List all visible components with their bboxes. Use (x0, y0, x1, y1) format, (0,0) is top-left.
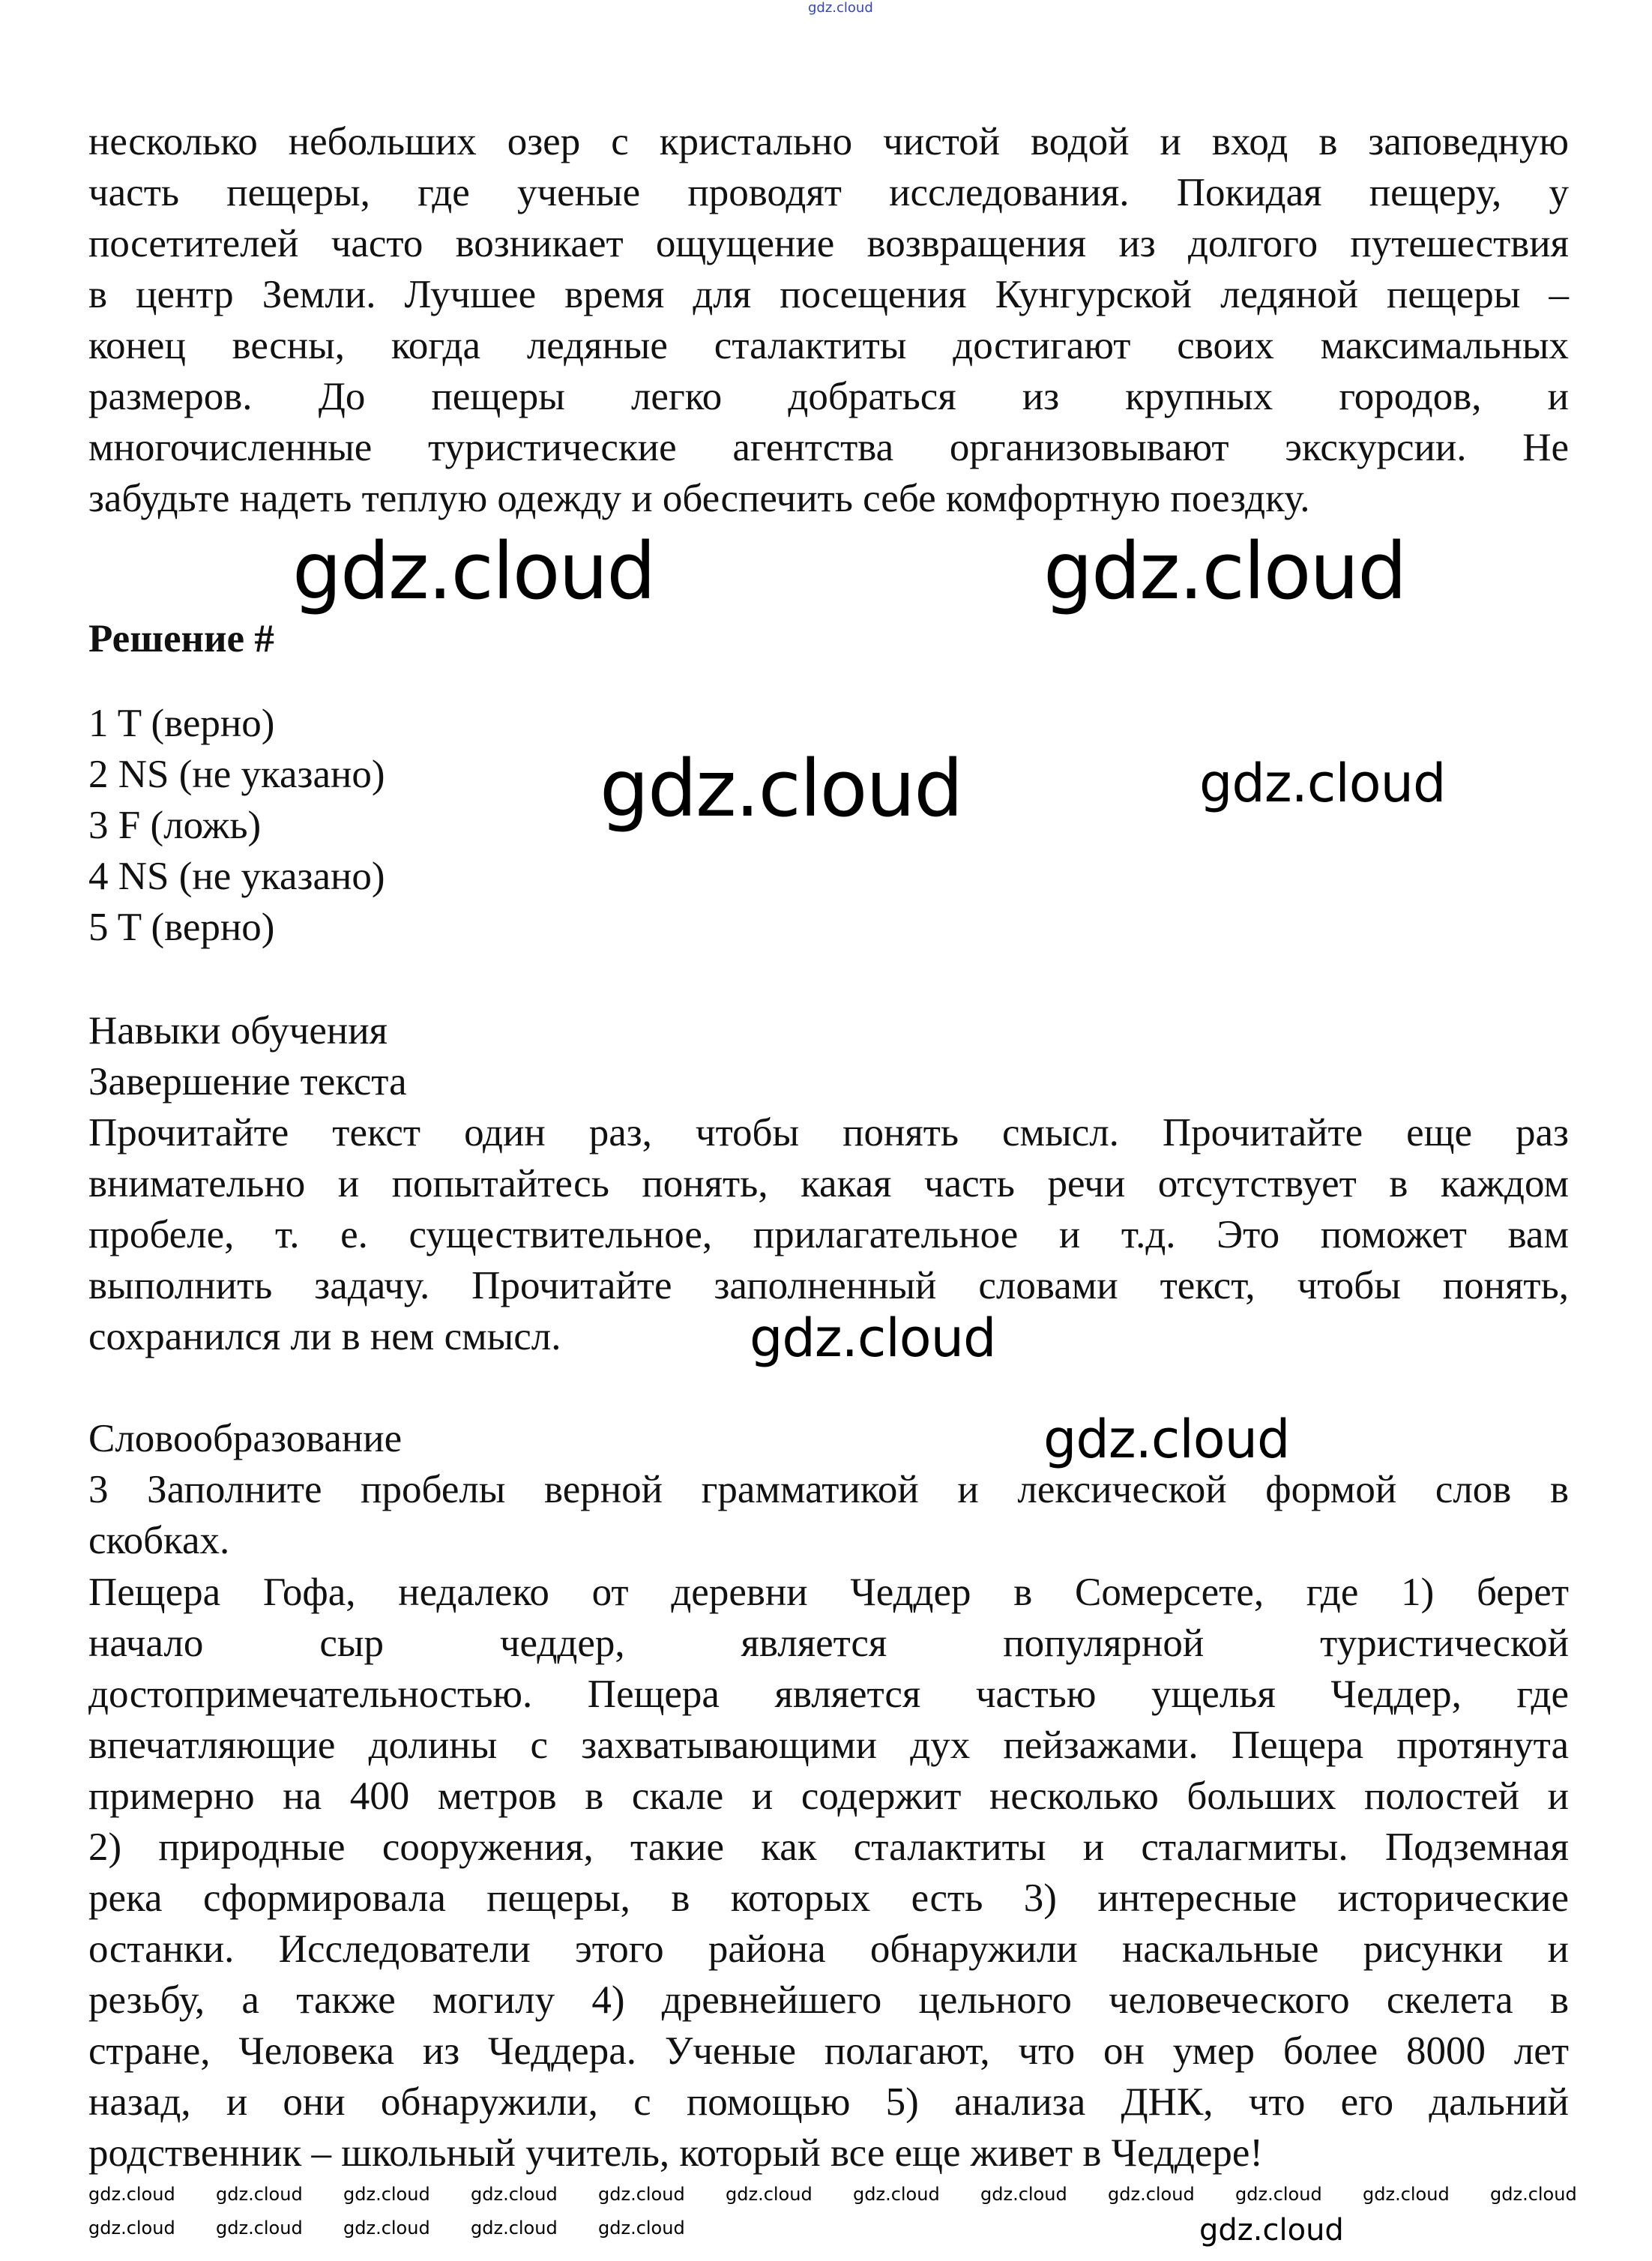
task-instruction-line: 3 Заполните пробелы верной грамматикой и лексической формой слов в (88, 1468, 1569, 1511)
watermark: gdz.cloud (1108, 2184, 1195, 2205)
paragraph-3-line: примерно на 400 метров в скале и содержит несколько больших полостей и (88, 1774, 1569, 1818)
watermark: gdz.cloud (1043, 1409, 1290, 1470)
solution-heading: Решение # (88, 617, 274, 660)
watermark: gdz.cloud (808, 0, 873, 16)
watermark: gdz.cloud (1199, 753, 1446, 814)
paragraph-3-line: Пещера Гофа, недалеко от деревни Чеддер в Сомерсете, где 1) берет (88, 1571, 1569, 1614)
watermark: gdz.cloud (750, 1307, 996, 1369)
watermark: gdz.cloud (343, 2184, 430, 2205)
watermark: gdz.cloud (1490, 2184, 1577, 2205)
paragraph-3-line: 2) природные сооружения, такие как сталактиты и сталагмиты. Подземная (88, 1825, 1569, 1869)
watermark: gdz.cloud (1235, 2184, 1322, 2205)
text-completion-heading: Завершение текста (88, 1060, 407, 1104)
paragraph-3-line: родственник – школьный учитель, который все еще живет в Чеддере! (88, 2131, 1264, 2175)
paragraph-1-line: забудьте надеть теплую одежду и обеспечить себе комфортную поездку. (88, 477, 1310, 520)
paragraph-3-line: резьбу, а также могилу 4) древнейшего цельного человеческого скелета в (88, 1978, 1569, 2022)
watermark: gdz.cloud (1199, 2213, 1344, 2248)
watermark: gdz.cloud (980, 2184, 1067, 2205)
watermark: gdz.cloud (600, 743, 962, 834)
watermark: gdz.cloud (216, 2184, 303, 2205)
paragraph-1-line: многочисленные туристические агентства организовывают экскурсии. Не (88, 426, 1569, 469)
paragraph-3-line: назад, и они обнаружили, с помощью 5) анализа ДНК, что его дальний (88, 2080, 1569, 2124)
paragraph-3-line: останки. Исследователи этого района обнаружили наскальные рисунки и (88, 1927, 1569, 1971)
watermark: gdz.cloud (853, 2184, 940, 2205)
watermark: gdz.cloud (88, 2184, 175, 2205)
watermark: gdz.cloud (471, 2184, 558, 2205)
answer-item: 5 T (верно) (88, 906, 275, 949)
answer-item: 1 T (верно) (88, 702, 275, 745)
task-instruction-line: скобках. (88, 1519, 230, 1562)
word-formation-heading: Словообразование (88, 1417, 403, 1460)
paragraph-1-line: посетителей часто возникает ощущение возвращения из долгого путешествия (88, 222, 1569, 265)
paragraph-1-line: в центр Земли. Лучшее время для посещения Кунгурской ледяной пещеры – (88, 273, 1569, 316)
watermark: gdz.cloud (292, 526, 655, 617)
watermark: gdz.cloud (1043, 526, 1406, 617)
answer-item: 3 F (ложь) (88, 804, 262, 847)
watermark: gdz.cloud (88, 2218, 175, 2239)
watermark: gdz.cloud (1363, 2184, 1450, 2205)
skills-heading: Навыки обучения (88, 1009, 388, 1053)
paragraph-2-line: выполнить задачу. Прочитайте заполненный словами текст, чтобы понять, (88, 1264, 1569, 1307)
watermark: gdz.cloud (726, 2184, 813, 2205)
paragraph-1-line: размеров. До пещеры легко добраться из крупных городов, и (88, 375, 1569, 418)
paragraph-3-line: достопримечательностью. Пещера является частью ущелья Чеддер, где (88, 1673, 1569, 1716)
paragraph-3-line: река сформировала пещеры, в которых есть 3) интересные исторические (88, 1876, 1569, 1920)
watermark: gdz.cloud (598, 2184, 685, 2205)
paragraph-3-line: впечатляющие долины с захватывающими дух пейзажами. Пещера протянута (88, 1723, 1569, 1767)
paragraph-2-line: внимательно и попытайтесь понять, какая часть речи отсутствует в каждом (88, 1162, 1569, 1205)
paragraph-1-line: несколько небольших озер с кристально чистой водой и вход в заповедную (88, 120, 1569, 163)
paragraph-3-line: начало сыр чеддер, является популярной туристической (88, 1622, 1569, 1665)
paragraph-1-line: часть пещеры, где ученые проводят исследования. Покидая пещеру, у (88, 171, 1569, 214)
watermark: gdz.cloud (216, 2218, 303, 2239)
paragraph-3-line: стране, Человека из Чеддера. Ученые полагают, что он умер более 8000 лет (88, 2029, 1569, 2073)
paragraph-2-line: пробеле, т. е. существительное, прилагательное и т.д. Это поможет вам (88, 1213, 1569, 1256)
paragraph-1-line: конец весны, когда ледяные сталактиты достигают своих максимальных (88, 324, 1569, 367)
watermark: gdz.cloud (471, 2218, 558, 2239)
answer-item: 2 NS (не указано) (88, 753, 385, 796)
watermark: gdz.cloud (598, 2218, 685, 2239)
answer-item: 4 NS (не указано) (88, 855, 385, 898)
watermark: gdz.cloud (343, 2218, 430, 2239)
paragraph-2-line: сохранился ли в нем смысл. (88, 1315, 561, 1358)
paragraph-2-line: Прочитайте текст один раз, чтобы понять смысл. Прочитайте еще раз (88, 1111, 1569, 1154)
